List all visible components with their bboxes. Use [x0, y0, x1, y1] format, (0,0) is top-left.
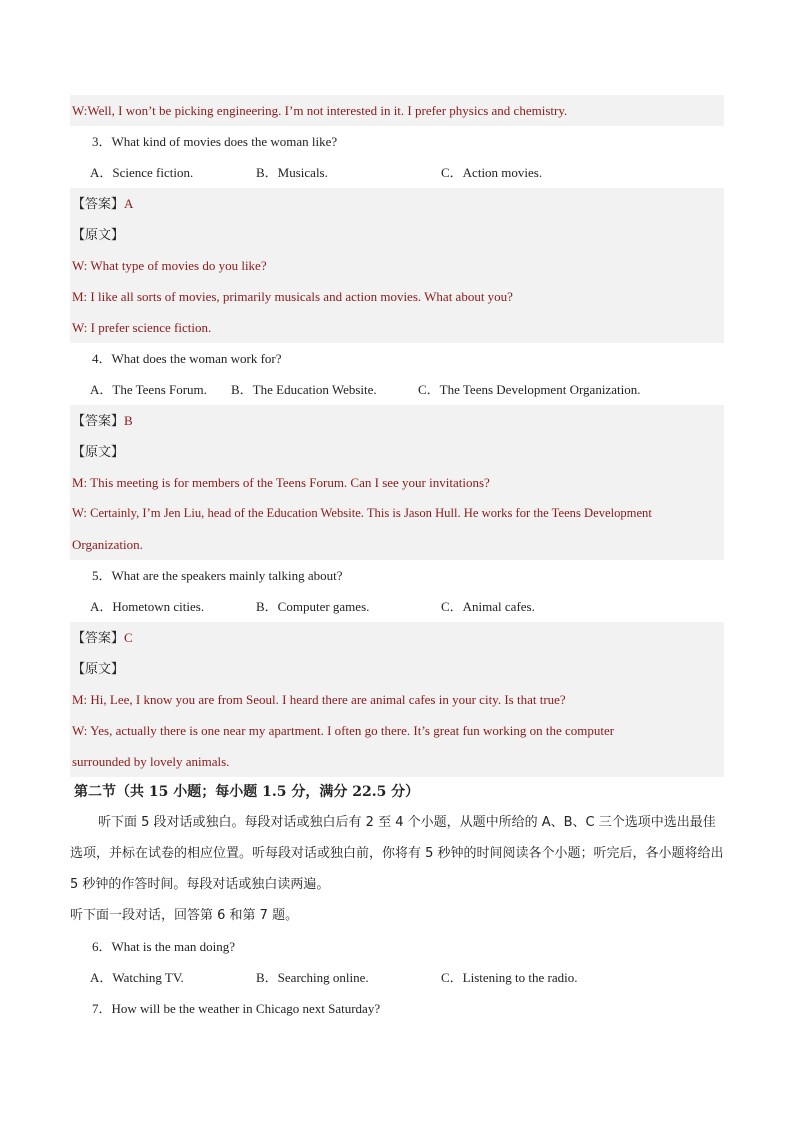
answer-tag: 【答案】	[72, 196, 125, 211]
option-6a: A．Watching TV.	[90, 970, 184, 985]
transcript-line: Organization.	[70, 529, 724, 560]
source-tag-5: 【原文】	[70, 653, 724, 684]
answer-tag: 【答案】	[72, 413, 125, 428]
section-instructions: 听下面 5 段对话或独白。每段对话或独白后有 2 至 4 个小题，从题中所给的 A、B、C 三个选项中选出最佳选项，并标在试卷的相应位置。听每段对话或独白前，你将有 5 秒钟的时间阅读各个小题；听完后，各小题将给出 5 秒钟的作答时间。每段对话或独白读两遍。	[70, 815, 724, 892]
answer-4	[70, 405, 724, 436]
option-6c: C．Listening to the radio.	[441, 970, 578, 985]
option-4c: C．The Teens Development Organization.	[418, 382, 641, 397]
question-3: 3．What kind of movies does the woman like?	[92, 134, 338, 149]
answer-3	[70, 188, 724, 219]
options-4	[70, 374, 724, 405]
transcript-line: W:Well, I won’t be picking engineering. I’m not interested in it. I prefer physics and chemistry.	[70, 95, 724, 126]
transcript-line: W: I prefer science fiction.	[70, 312, 724, 343]
transcript-line: W: What type of movies do you like?	[70, 250, 724, 281]
transcript-line: M: This meeting is for members of the Teens Forum. Can I see your invitations?	[70, 467, 724, 498]
answer-value: C	[124, 630, 133, 645]
option-5b: B．Computer games.	[256, 599, 370, 614]
source-tag-4: 【原文】	[70, 436, 724, 467]
question-5: 5．What are the speakers mainly talking about?	[92, 568, 343, 583]
option-5c: C．Animal cafes.	[441, 599, 535, 614]
options-3	[70, 157, 724, 188]
option-3c: C．Action movies.	[441, 165, 543, 180]
option-3b: B．Musicals.	[256, 165, 328, 180]
answer-5	[70, 622, 724, 653]
option-5a: A．Hometown cities.	[90, 599, 205, 614]
option-3a: A．Science fiction.	[90, 165, 194, 180]
option-6b: B．Searching online.	[256, 970, 369, 985]
question-4: 4．What does the woman work for?	[92, 351, 282, 366]
exam-page	[70, 95, 724, 1024]
question-7: 7．How will be the weather in Chicago next Saturday?	[92, 1001, 381, 1016]
transcript-line: M: I like all sorts of movies, primarily musicals and action movies. What about you?	[70, 281, 724, 312]
transcript-line: W: Yes, actually there is one near my apartment. I often go there. It’s great fun working on the computer	[70, 715, 724, 746]
answer-value: A	[124, 196, 134, 211]
option-4b: B．The Education Website.	[231, 382, 377, 397]
section-title: 第二节（共 15 小题；每小题 1.5 分，满分 22.5 分）	[74, 784, 420, 800]
options-6	[70, 962, 724, 993]
section-sub-instruction: 听下面一段对话，回答第 6 和第 7 题。	[70, 908, 299, 923]
transcript-line: W: Certainly, I’m Jen Liu, head of the Education Website. This is Jason Hull. He works for the Teens Development	[70, 498, 724, 529]
options-5	[70, 591, 724, 622]
question-6: 6．What is the man doing?	[92, 939, 235, 954]
transcript-line: M: Hi, Lee, I know you are from Seoul. I heard there are animal cafes in your city. Is that true?	[70, 684, 724, 715]
option-4a: A．The Teens Forum.	[90, 382, 207, 397]
answer-tag: 【答案】	[72, 630, 125, 645]
source-tag-3: 【原文】	[70, 219, 724, 250]
answer-value: B	[124, 413, 133, 428]
transcript-line: surrounded by lovely animals.	[70, 746, 724, 777]
